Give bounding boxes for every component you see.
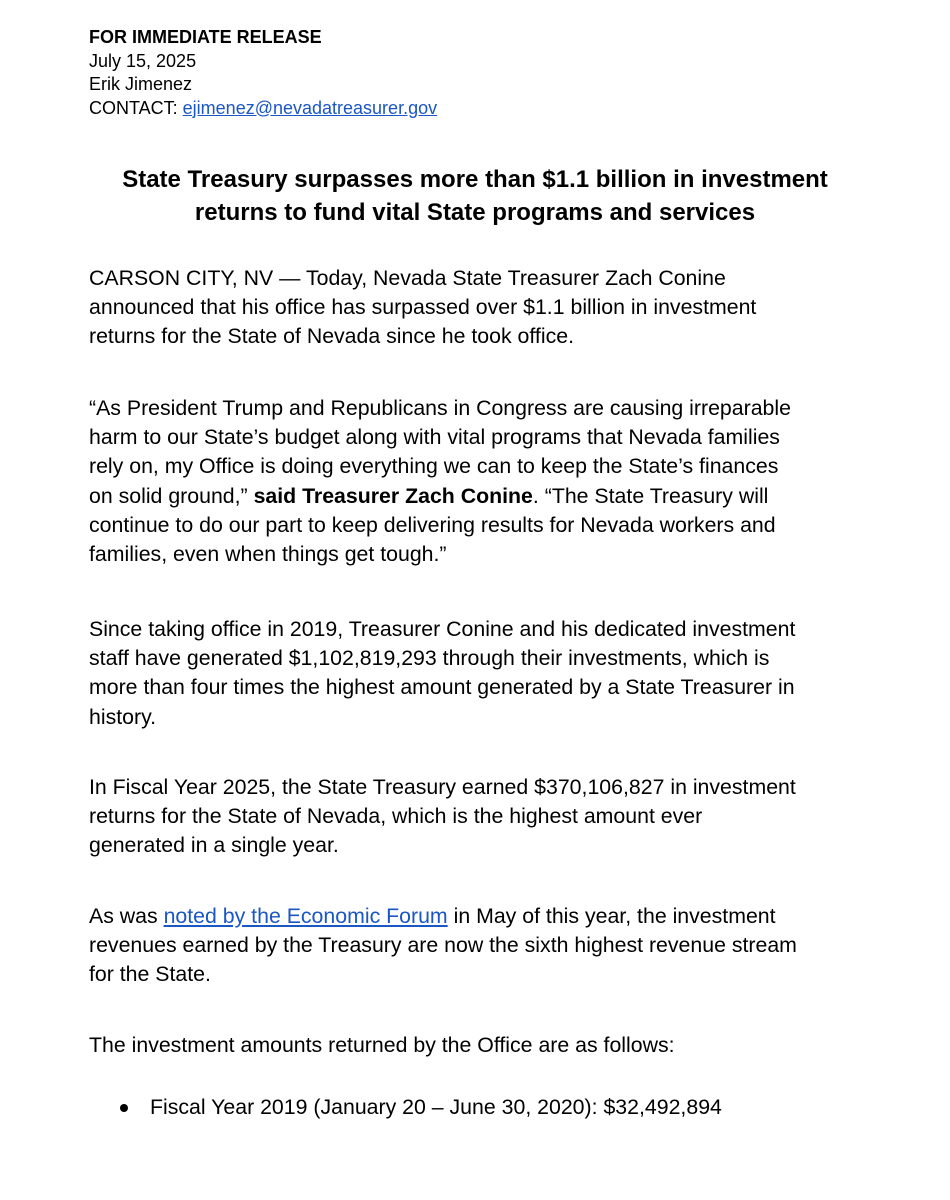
list-item xyxy=(89,1093,894,1122)
text-line: The investment amounts returned by the Office are as follows: xyxy=(89,1033,675,1057)
release-header xyxy=(89,26,437,120)
bullet-icon xyxy=(120,1104,128,1112)
release-label: FOR IMMEDIATE RELEASE xyxy=(89,27,322,47)
text-line xyxy=(89,902,894,931)
text-line: staff have generated $1,102,819,293 through their investments, which is xyxy=(89,646,770,671)
text-line: In Fiscal Year 2025, the State Treasury earned $370,106,827 in investment xyxy=(89,775,796,799)
contact-line xyxy=(89,97,437,121)
paragraph-fy2025 xyxy=(89,773,894,861)
text-line: announced that his office has surpassed over $1.1 billion in investment xyxy=(89,295,757,320)
headline-line: State Treasury surpasses more than $1.1 billion in investment xyxy=(122,166,828,193)
economic-forum-link[interactable]: noted by the Economic Forum xyxy=(163,904,448,928)
text-line: Since taking office in 2019, Treasurer Conine and his dedicated investment xyxy=(89,617,796,641)
paragraph-total-returns xyxy=(89,615,894,732)
speaker-attribution: said Treasurer Zach Conine xyxy=(253,483,533,508)
paragraph-quote xyxy=(89,394,894,569)
text-line: history. xyxy=(89,704,157,729)
text-run: in May of this year, the investment xyxy=(447,904,776,928)
text-line xyxy=(89,482,894,511)
list-item-text: Fiscal Year 2019 (January 20 – June 30, 2020): $32,492,894 xyxy=(150,1095,722,1119)
text-line: “As President Trump and Republicans in Congress are causing irreparable xyxy=(89,396,791,420)
contact-label: CONTACT: xyxy=(89,97,183,118)
text-line: for the State. xyxy=(89,962,211,987)
text-line: harm to our State’s budget along with vital programs that Nevada families xyxy=(89,425,780,450)
text-run: As was xyxy=(89,904,164,928)
paragraph-intro xyxy=(89,264,894,352)
paragraph-list-intro xyxy=(89,1031,894,1060)
text-line: generated in a single year. xyxy=(89,833,339,858)
text-run: on solid ground,” xyxy=(89,483,254,508)
text-line: revenues earned by the Treasury are now the sixth highest revenue stream xyxy=(89,933,797,958)
release-date: July 15, 2025 xyxy=(89,50,197,71)
text-line: returns for the State of Nevada since he took office. xyxy=(89,324,574,349)
investment-amounts-list xyxy=(89,1093,894,1122)
text-line: CARSON CITY, NV — Today, Nevada State Treasurer Zach Conine xyxy=(89,266,726,290)
contact-email-link[interactable]: ejimenez@nevadatreasurer.gov xyxy=(182,97,438,118)
text-line: more than four times the highest amount generated by a State Treasurer in xyxy=(89,675,795,700)
text-run: . “The State Treasury will xyxy=(532,483,769,508)
paragraph-economic-forum xyxy=(89,902,894,990)
text-line: continue to do our part to keep delivering results for Nevada workers and xyxy=(89,512,776,537)
contact-name: Erik Jimenez xyxy=(89,74,193,94)
headline xyxy=(60,163,890,229)
text-line: rely on, my Office is doing everything we can to keep the State’s finances xyxy=(89,454,779,479)
headline-line: returns to fund vital State programs and services xyxy=(194,199,756,226)
text-line: families, even when things get tough.” xyxy=(89,542,447,567)
text-line: returns for the State of Nevada, which is the highest amount ever xyxy=(89,804,703,829)
